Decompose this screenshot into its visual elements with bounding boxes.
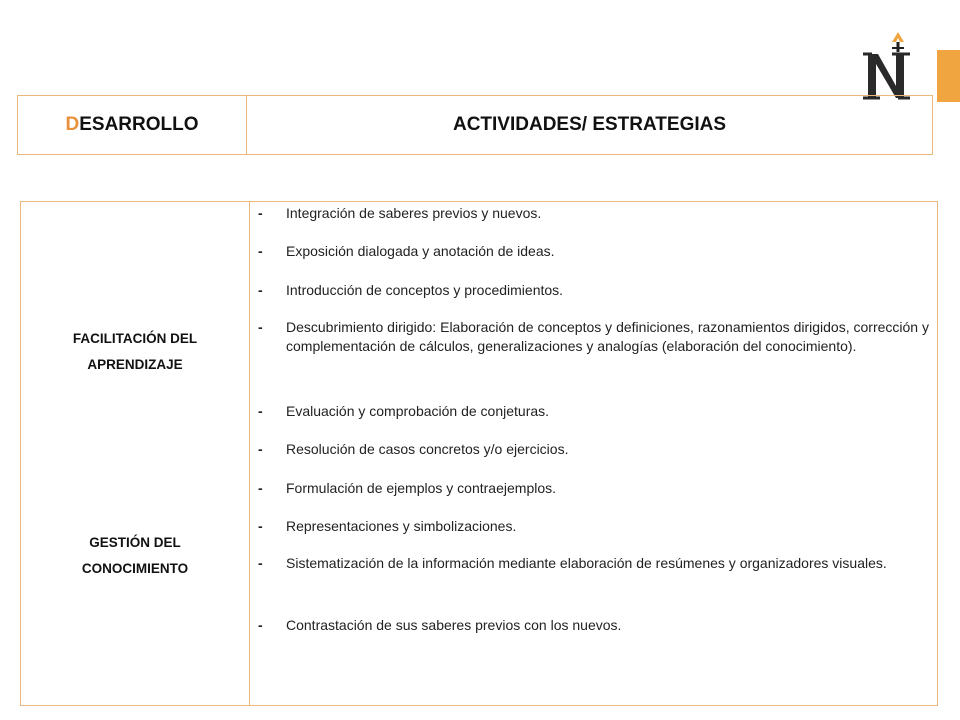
list-item-text: Resolución de casos concretos y/o ejercicios. bbox=[286, 441, 569, 457]
phase-column bbox=[21, 202, 250, 705]
list-bullet: - bbox=[258, 518, 263, 534]
list-bullet: - bbox=[258, 617, 263, 633]
list-item-text: Introducción de conceptos y procedimientos. bbox=[286, 282, 564, 298]
list-item-text: Contrastación de sus saberes previos con los nuevos. bbox=[286, 617, 622, 633]
header-accent-letter: D bbox=[65, 114, 80, 135]
list-item bbox=[258, 318, 929, 356]
list-bullet: - bbox=[258, 319, 263, 335]
phase-label-gestion bbox=[21, 530, 249, 582]
list-item-text: Sistematización de la información mediante elaboración de resúmenes y organizadores visuales. bbox=[286, 555, 887, 571]
list-item bbox=[258, 554, 929, 573]
phase-label-line: FACILITACIÓN DEL bbox=[72, 331, 198, 346]
list-bullet: - bbox=[258, 555, 263, 571]
list-item-text: Evaluación y comprobación de conjeturas. bbox=[286, 403, 550, 419]
list-item bbox=[258, 479, 929, 498]
list-item-text: Exposición dialogada y anotación de ideas. bbox=[286, 243, 555, 259]
phase-label-line: GESTIÓN DEL bbox=[89, 535, 181, 550]
header-table bbox=[17, 95, 933, 155]
list-item-text: Representaciones y simbolizaciones. bbox=[286, 518, 517, 534]
content-table bbox=[20, 201, 938, 706]
list-item bbox=[258, 616, 929, 635]
header-desarrollo bbox=[18, 96, 247, 154]
list-item bbox=[258, 402, 929, 421]
list-item-text: Descubrimiento dirigido: Elaboración de conceptos y definiciones, razonamientos dirigidos, corrección y complementación de cálculos, generalizaciones y analogías (elaboración del conocimiento). bbox=[286, 319, 929, 354]
list-item bbox=[258, 517, 929, 536]
phase-label-line: CONOCIMIENTO bbox=[81, 561, 189, 576]
list-bullet: - bbox=[258, 282, 263, 298]
university-n-logo-icon bbox=[858, 28, 918, 102]
header-actividades: ACTIVIDADES/ ESTRATEGIAS bbox=[452, 114, 727, 135]
activities-column bbox=[250, 202, 937, 705]
list-item bbox=[258, 204, 929, 223]
list-item bbox=[258, 242, 929, 261]
list-item-text: Formulación de ejemplos y contraejemplos. bbox=[286, 480, 557, 496]
list-bullet: - bbox=[258, 441, 263, 457]
list-bullet: - bbox=[258, 243, 263, 259]
list-item-text: Integración de saberes previos y nuevos. bbox=[286, 205, 542, 221]
list-bullet: - bbox=[258, 403, 263, 419]
list-bullet: - bbox=[258, 205, 263, 221]
header-desarrollo-text: ESARROLLO bbox=[79, 114, 199, 135]
phase-label-facilitacion bbox=[21, 326, 249, 378]
phase-label-line: APRENDIZAJE bbox=[87, 357, 183, 372]
list-bullet: - bbox=[258, 480, 263, 496]
list-item bbox=[258, 281, 929, 300]
accent-sidebar bbox=[937, 50, 960, 102]
list-item bbox=[258, 440, 929, 459]
